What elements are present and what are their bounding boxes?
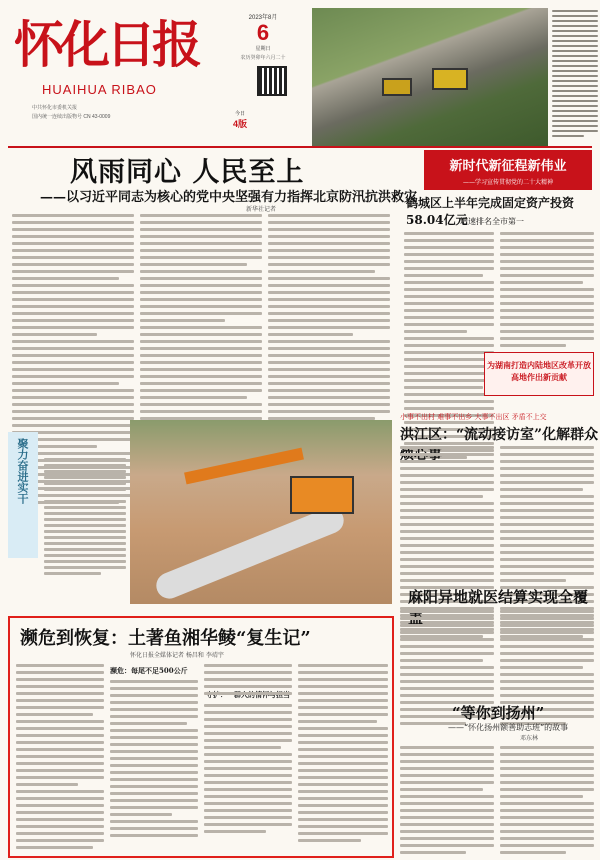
road-construction-photo <box>312 8 548 146</box>
feature-article-headline[interactable]: 濒危到恢复：土著鱼湘华鲮“复生记” <box>20 628 311 649</box>
truck-shape <box>432 68 468 90</box>
top-photo-caption <box>552 10 598 137</box>
hongjiang-headline[interactable]: 洪江区：“流动接访室”化解群众 <box>400 427 599 443</box>
feature-body-col-3 <box>204 664 292 695</box>
hongjiang-kicker: 小事不出村 难事不出乡 大事不出区 矛盾不上交 <box>400 413 547 421</box>
date-day: 6 <box>256 20 270 45</box>
masthead-pinyin: HUAIHUA RIBAO <box>42 82 157 97</box>
masthead-title: 怀化日报 <box>14 15 198 74</box>
publisher: 中共怀化市委机关报 <box>32 105 78 111</box>
pages-box <box>230 110 250 130</box>
pages-label: 今日 <box>234 111 245 117</box>
pipe-shape <box>152 503 347 602</box>
feature-body-col-4 <box>298 664 388 842</box>
investment-subhead: 增速排名全市第一 <box>460 217 524 226</box>
investment-headline[interactable]: 鹤城区上半年完成固定资产投资58.04亿元 <box>406 196 575 227</box>
masthead-publisher-info <box>32 104 192 120</box>
side-feature-text: 聚力奋进实干 <box>16 438 29 504</box>
promo-text: 为湖南打造内陆地区改革开放高地作出新贡献 <box>487 360 591 382</box>
excavator-arm-shape <box>184 448 304 485</box>
feature-body-col-2 <box>110 680 198 837</box>
yangzhou-subtitle: ——“怀化扬州额善助志班”的故事 <box>448 723 569 732</box>
new-era-banner <box>424 150 592 190</box>
feature-body-col-3b <box>204 704 292 833</box>
excavator-body-shape <box>290 476 354 514</box>
date-year-month: 2023年8月 <box>248 15 278 21</box>
pages-count: 4版 <box>232 119 247 129</box>
roller-shape <box>382 78 412 96</box>
date-weekday: 星期日 <box>255 46 271 52</box>
yangzhou-headline[interactable]: “等你到扬州” <box>452 704 545 722</box>
new-era-title: 新时代新征程新伟业 <box>449 159 567 174</box>
feature-subtitle-1: 濒危：每尾不足500公斤 <box>110 666 188 675</box>
masthead-rule <box>8 146 592 148</box>
promo-box[interactable] <box>484 352 594 396</box>
mayang-headline[interactable]: 麻阳异地就医结算实现全覆盖 <box>408 588 589 627</box>
investment-body-col-2 <box>500 232 594 347</box>
lead-subhead: ——以习近平同志为核心的党中央坚强有力指挥北京防汛抗洪救灾 <box>40 190 418 205</box>
excavator-photo-caption <box>44 452 126 575</box>
lead-byline: 新华社记者 <box>246 206 277 213</box>
date-box <box>238 12 288 61</box>
yangzhou-body-col-2 <box>500 746 594 854</box>
yangzhou-byline: 邓东林 <box>520 735 539 742</box>
side-feature-label <box>8 432 38 558</box>
yangzhou-body-col-1 <box>400 746 494 854</box>
cn-number: 国内统一连续出版物号 CN 43-0009 <box>32 114 111 120</box>
date-lunar: 农历癸卯年六月二十 <box>240 55 286 61</box>
feature-body-col-1 <box>16 664 104 849</box>
excavator-pipe-photo <box>130 420 392 604</box>
feature-article-byline: 怀化日报全媒体记者 杨昌和 李靖宇 <box>130 652 224 659</box>
new-era-sub: ——学习宣传贯彻党的二十大精神 <box>462 179 553 186</box>
lead-headline[interactable]: 风雨同心 人民至上 <box>70 157 305 188</box>
qr-code <box>257 66 287 96</box>
